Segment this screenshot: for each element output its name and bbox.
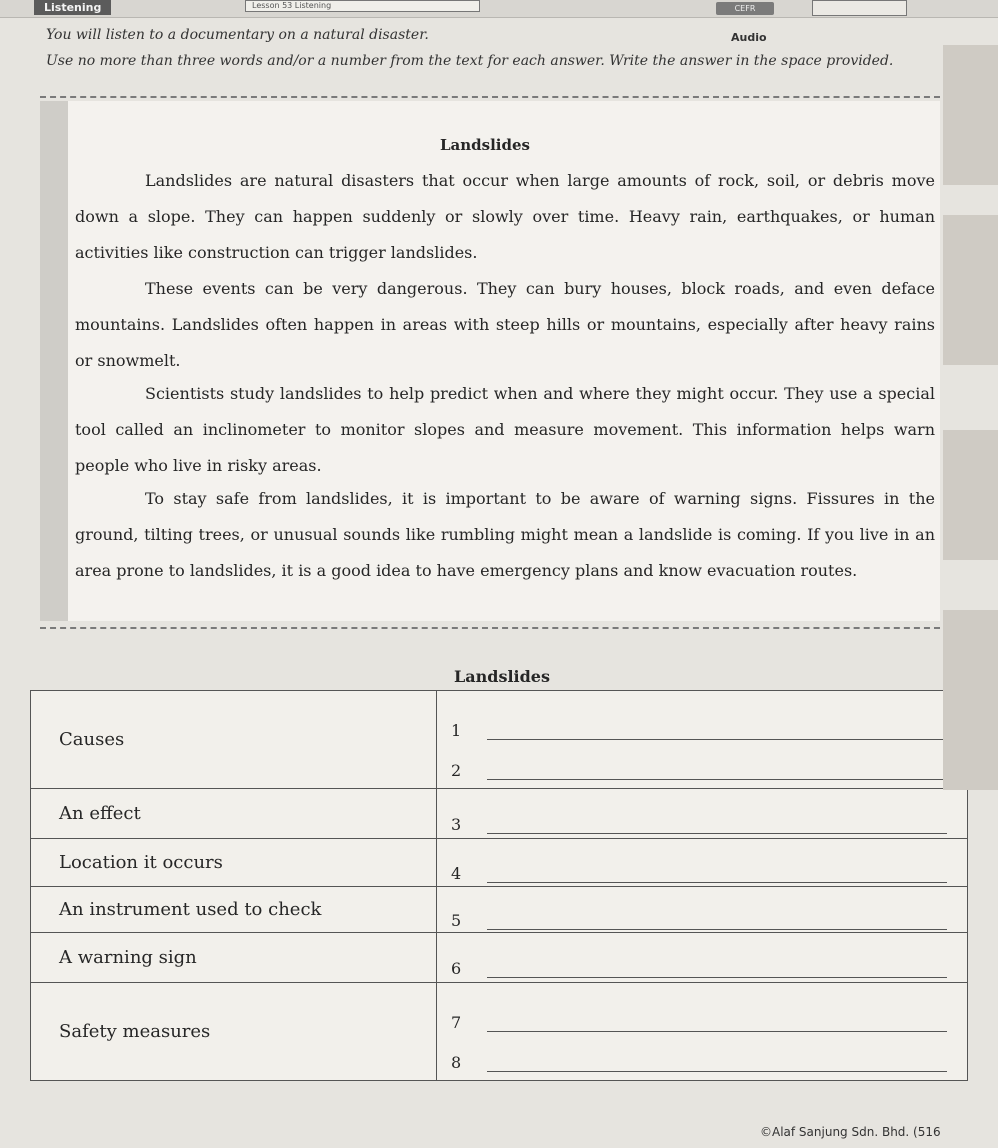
answer-cell bbox=[437, 839, 968, 887]
answer-slot: 4 bbox=[447, 843, 967, 883]
passage-side-bar bbox=[40, 101, 68, 621]
table-row bbox=[31, 839, 968, 887]
answer-table bbox=[30, 690, 968, 1081]
table-row bbox=[31, 691, 968, 789]
answer-cell bbox=[437, 983, 968, 1081]
paragraph-4: To stay safe from landslides, it is important to be aware of warning signs. Fissures in the ground, tilting trees, or unusual sounds like rumbling might mean a landslide is coming. If you live in an area prone to landslides, it is a good idea to have emergency plans and know evacuation routes. bbox=[75, 489, 935, 580]
answer-cell bbox=[437, 691, 968, 789]
instruction-line-2: Use no more than three words and/or a number from the text for each answer. Write the answer in the space provided. bbox=[46, 53, 894, 69]
side-image-4 bbox=[943, 610, 998, 790]
answer-cell bbox=[437, 887, 968, 933]
paragraph-3: Scientists study landslides to help predict when and where they might occur. They use a special tool called an inclinometer to monitor slopes and measure movement. This information helps warn people who live in risky areas. bbox=[75, 384, 935, 475]
answer-cell bbox=[437, 789, 968, 839]
copyright-text: ©Alaf Sanjung Sdn. Bhd. (516 bbox=[760, 1125, 941, 1139]
answer-slot: 3 bbox=[447, 794, 967, 834]
row-label: Causes bbox=[31, 691, 437, 789]
answer-blank-1[interactable] bbox=[487, 718, 947, 740]
answer-cell bbox=[437, 933, 968, 983]
answer-blank-2[interactable] bbox=[487, 758, 947, 780]
side-image-1 bbox=[943, 45, 998, 185]
paragraph-2: These events can be very dangerous. They can bury houses, block roads, and even deface mountains. Landslides often happen in areas with steep hills or mountains, especially after heavy rains or snowmelt. bbox=[75, 279, 935, 370]
lesson-box: Lesson 53 Listening bbox=[245, 0, 480, 12]
table-row bbox=[31, 983, 968, 1081]
answer-slot: 7 bbox=[447, 992, 967, 1032]
answer-blank-5[interactable] bbox=[487, 908, 947, 930]
answer-blank-7[interactable] bbox=[487, 1010, 947, 1032]
side-image-2 bbox=[943, 215, 998, 365]
answer-slot: 6 bbox=[447, 938, 967, 978]
passage-title: Landslides bbox=[440, 136, 530, 154]
row-label: An instrument used to check bbox=[31, 887, 437, 933]
top-bar bbox=[0, 0, 998, 18]
answer-blank-4[interactable] bbox=[487, 861, 947, 883]
answer-blank-8[interactable] bbox=[487, 1050, 947, 1072]
table-row bbox=[31, 933, 968, 983]
header-box bbox=[812, 0, 907, 16]
answer-slot: 5 bbox=[447, 890, 967, 930]
table-title: Landslides bbox=[454, 667, 550, 686]
row-label: Location it occurs bbox=[31, 839, 437, 887]
table-row bbox=[31, 789, 968, 839]
answer-slot: 2 bbox=[447, 740, 967, 780]
answer-blank-6[interactable] bbox=[487, 956, 947, 978]
row-label: Safety measures bbox=[31, 983, 437, 1081]
instruction-line-1: You will listen to a documentary on a natural disaster. bbox=[46, 27, 429, 43]
divider-bottom bbox=[40, 627, 940, 629]
paragraph-1: Landslides are natural disasters that occur when large amounts of rock, soil, or debris move down a slope. They can happen suddenly or slowly over time. Heavy rain, earthquakes, or human activities like construction can trigger landslides. bbox=[75, 171, 935, 262]
side-image-3 bbox=[943, 430, 998, 560]
audio-label[interactable]: Audio bbox=[731, 31, 767, 44]
divider-top bbox=[40, 96, 940, 98]
answer-slot: 1 bbox=[447, 700, 967, 740]
answer-slot: 8 bbox=[447, 1032, 967, 1072]
answer-blank-3[interactable] bbox=[487, 812, 947, 834]
table-row bbox=[31, 887, 968, 933]
section-tab: Listening bbox=[34, 0, 111, 15]
row-label: An effect bbox=[31, 789, 437, 839]
row-label: A warning sign bbox=[31, 933, 437, 983]
cefr-logo: CEFR bbox=[716, 2, 774, 15]
